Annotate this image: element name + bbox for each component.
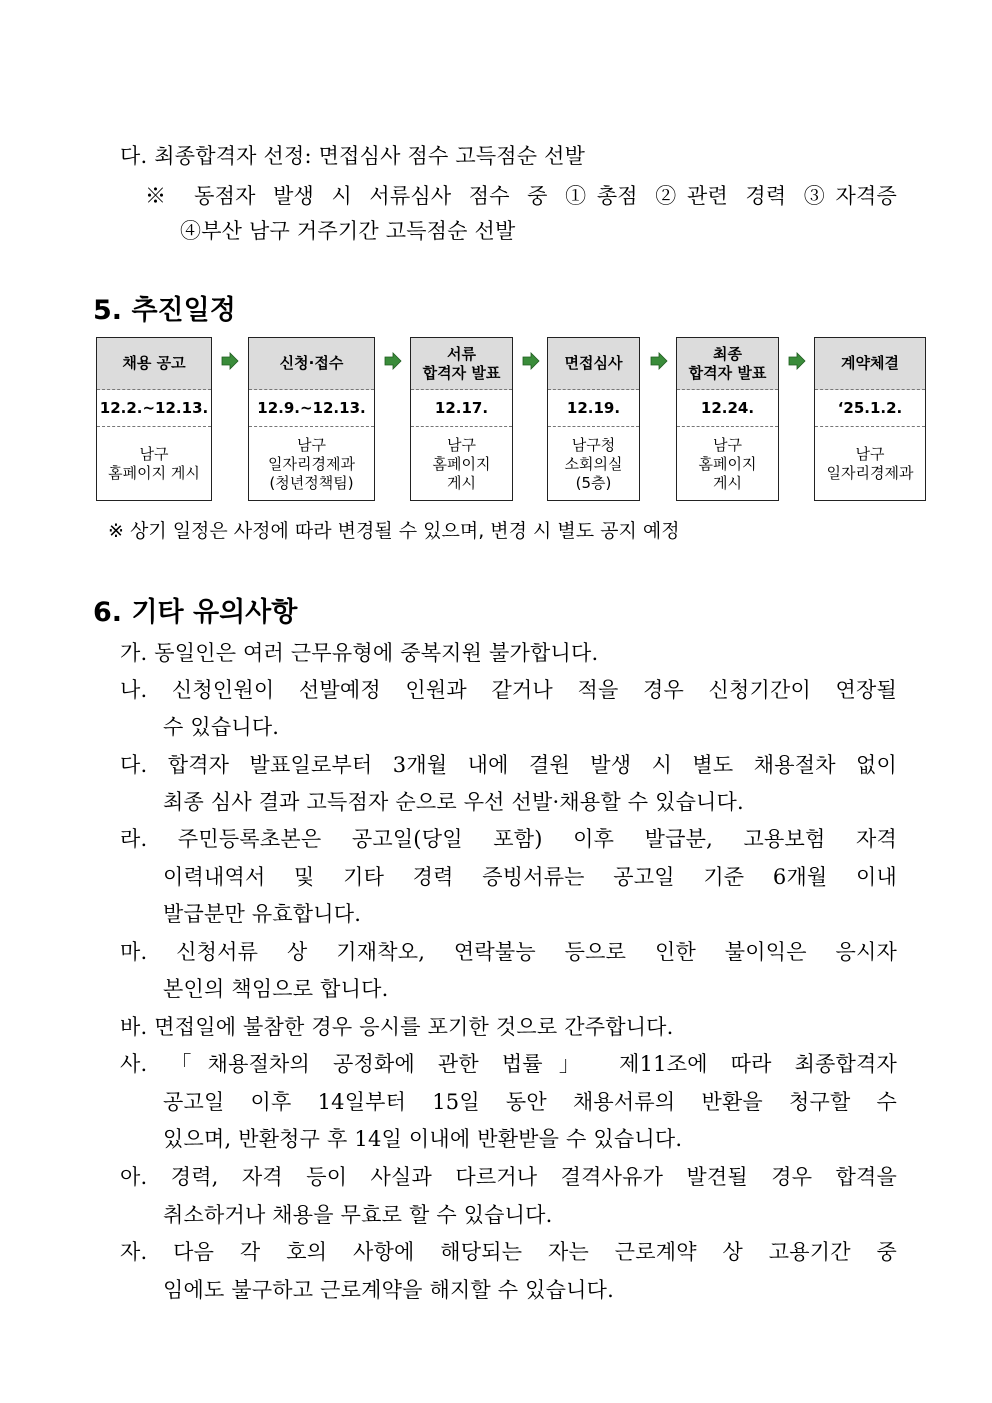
notice-line: 다. 합격자 발표일로부터 3개월 내에 결원 발생 시 별도 채용절차 없이 — [120, 753, 897, 777]
schedule-note: ※ 상기 일정은 사정에 따라 변경될 수 있으며, 변경 시 별도 공지 예정 — [108, 520, 680, 542]
schedule-step — [248, 337, 375, 501]
step-place: 남구청 소회의실 (5층) — [564, 435, 623, 492]
step-title: 채용 공고 — [97, 338, 211, 390]
notice-line: 취소하거나 채용을 무효로 할 수 있습니다. — [163, 1203, 553, 1227]
schedule-step — [410, 337, 513, 501]
schedule-step — [676, 337, 779, 501]
arrow-right-icon — [382, 350, 404, 372]
notice-line: 최종 심사 결과 고득점자 순으로 우선 선발·채용할 수 있습니다. — [163, 790, 744, 814]
notice-line: 자. 다음 각 호의 사항에 해당되는 자는 근로계약 상 고용기간 중 — [120, 1240, 897, 1264]
arrow-right-icon — [648, 350, 670, 372]
step-place: 남구 일자리경제과 — [826, 445, 914, 482]
notice-line: 아. 경력, 자격 등이 사실과 다르거나 결격사유가 발견될 경우 합격을 — [120, 1165, 897, 1189]
step-title: 최종 합격자 발표 — [677, 338, 778, 390]
step-date: 12.2.~12.13. — [97, 390, 211, 427]
arrow-right-icon — [219, 350, 241, 372]
arrow-right-icon — [786, 350, 808, 372]
step-date: ‘25.1.2. — [815, 390, 925, 427]
notice-line: 바. 면접일에 불참한 경우 응시를 포기한 것으로 간주합니다. — [120, 1015, 674, 1039]
step-date: 12.19. — [548, 390, 639, 427]
step-place: 남구 일자리경제과 (청년정책팀) — [268, 435, 355, 492]
step-title: 서류 합격자 발표 — [411, 338, 512, 390]
notice-line: 임에도 불구하고 근로계약을 해지할 수 있습니다. — [163, 1278, 614, 1302]
step-title: 면접심사 — [548, 338, 639, 390]
step-title: 계약체결 — [815, 338, 925, 390]
tie-rule-line-cont: ④부산 남구 거주기간 고득점순 선발 — [180, 219, 516, 243]
tie-rule-line: ※ 동점자 발생 시 서류심사 점수 중 ①총점 ②관련 경력 ③자격증 — [145, 184, 897, 208]
notice-line: 나. 신청인원이 선발예정 인원과 같거나 적을 경우 신청기간이 연장될 — [120, 678, 897, 702]
step-date: 12.17. — [411, 390, 512, 427]
step-title: 신청·접수 — [249, 338, 374, 390]
schedule-step — [96, 337, 212, 501]
notice-line: 있으며, 반환청구 후 14일 이내에 반환받을 수 있습니다. — [163, 1127, 683, 1151]
notice-line: 본인의 책임으로 합니다. — [163, 977, 389, 1001]
notice-line: 수 있습니다. — [163, 715, 280, 739]
notice-line: 공고일 이후 14일부터 15일 동안 채용서류의 반환을 청구할 수 — [163, 1090, 897, 1114]
step-place: 남구 홈페이지 게시 — [432, 435, 491, 492]
schedule-step — [547, 337, 640, 501]
schedule-step — [814, 337, 926, 501]
section5-title: 5. 추진일정 — [93, 295, 236, 326]
notice-line: 이력내역서 및 기타 경력 증빙서류는 공고일 기준 6개월 이내 — [163, 865, 897, 889]
arrow-right-icon — [520, 350, 542, 372]
notice-line: 마. 신청서류 상 기재착오, 연락불능 등으로 인한 불이익은 응시자 — [120, 940, 897, 964]
notice-line: 가. 동일인은 여러 근무유형에 중복지원 불가합니다. — [120, 641, 599, 665]
final-selection-line: 다. 최종합격자 선정: 면접심사 점수 고득점순 선발 — [120, 144, 586, 168]
section6-title: 6. 기타 유의사항 — [93, 597, 298, 628]
step-date: 12.9.~12.13. — [249, 390, 374, 427]
step-place: 남구 홈페이지 게시 — [108, 445, 200, 482]
step-place: 남구 홈페이지 게시 — [698, 435, 757, 492]
notice-line: 발급분만 유효합니다. — [163, 902, 362, 926]
notice-line: 라. 주민등록초본은 공고일(당일 포함) 이후 발급분, 고용보험 자격 — [120, 827, 897, 851]
notice-line: 사. 「채용절차의 공정화에 관한 법률」 제11조에 따라 최종합격자 — [120, 1052, 897, 1076]
step-date: 12.24. — [677, 390, 778, 427]
